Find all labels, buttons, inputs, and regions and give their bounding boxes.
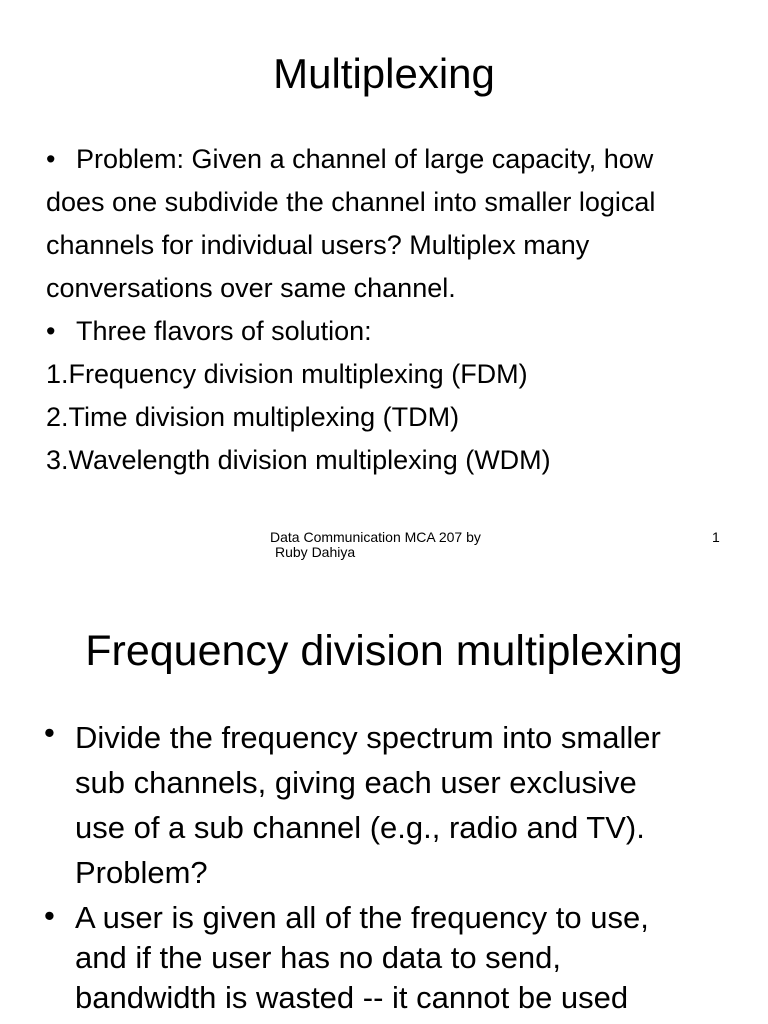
bullet-line: Divide the frequency spectrum into smaller [75,720,661,755]
slide-footer-credit [270,530,481,560]
bullet-line: Three flavors of solution: [76,316,372,346]
bullet-line: channels for individual users? Multiplex many [46,230,590,260]
bullet-line: Problem? [75,855,208,890]
bullet-line: and if the user has no data to send, [75,940,562,975]
bullet-line: A user is given all of the frequency to use, [75,900,649,935]
bullet-marker: • [46,144,56,174]
bullet-line: bandwidth is wasted -- it cannot be used [75,980,629,1015]
bullet-problem [46,138,736,310]
bullet-marker: • [44,715,55,750]
numbered-item-wdm: 3.Wavelength division multiplexing (WDM) [46,445,551,475]
footer-line: Ruby Dahiya [275,544,356,560]
bullet-line: use of a sub channel (e.g., radio and TV). [75,810,645,845]
bullet-line: Problem: Given a channel of large capacity, how [76,144,654,174]
bullet-bandwidth-wasted [44,898,744,1018]
slide-title: Frequency division multiplexing [85,627,683,675]
bullet-line: sub channels, giving each user exclusive [75,765,637,800]
bullet-line: conversations over same channel. [46,273,456,303]
slide-title: Multiplexing [273,50,495,97]
bullet-marker: • [46,316,56,346]
slide-fdm [0,585,768,1024]
footer-line: Data Communication MCA 207 by [270,529,481,545]
bullet-flavors [46,310,736,353]
numbered-item-tdm: 2.Time division multiplexing (TDM) [46,402,460,432]
bullet-divide-spectrum [44,715,744,895]
slide-page-number: 1 [712,529,720,545]
bullet-line: does one subdivide the channel into smaller logical [46,187,656,217]
numbered-item-fdm: 1.Frequency division multiplexing (FDM) [46,359,528,389]
bullet-marker: • [44,898,55,933]
slide-body [44,715,744,1018]
slide-body [46,138,736,482]
